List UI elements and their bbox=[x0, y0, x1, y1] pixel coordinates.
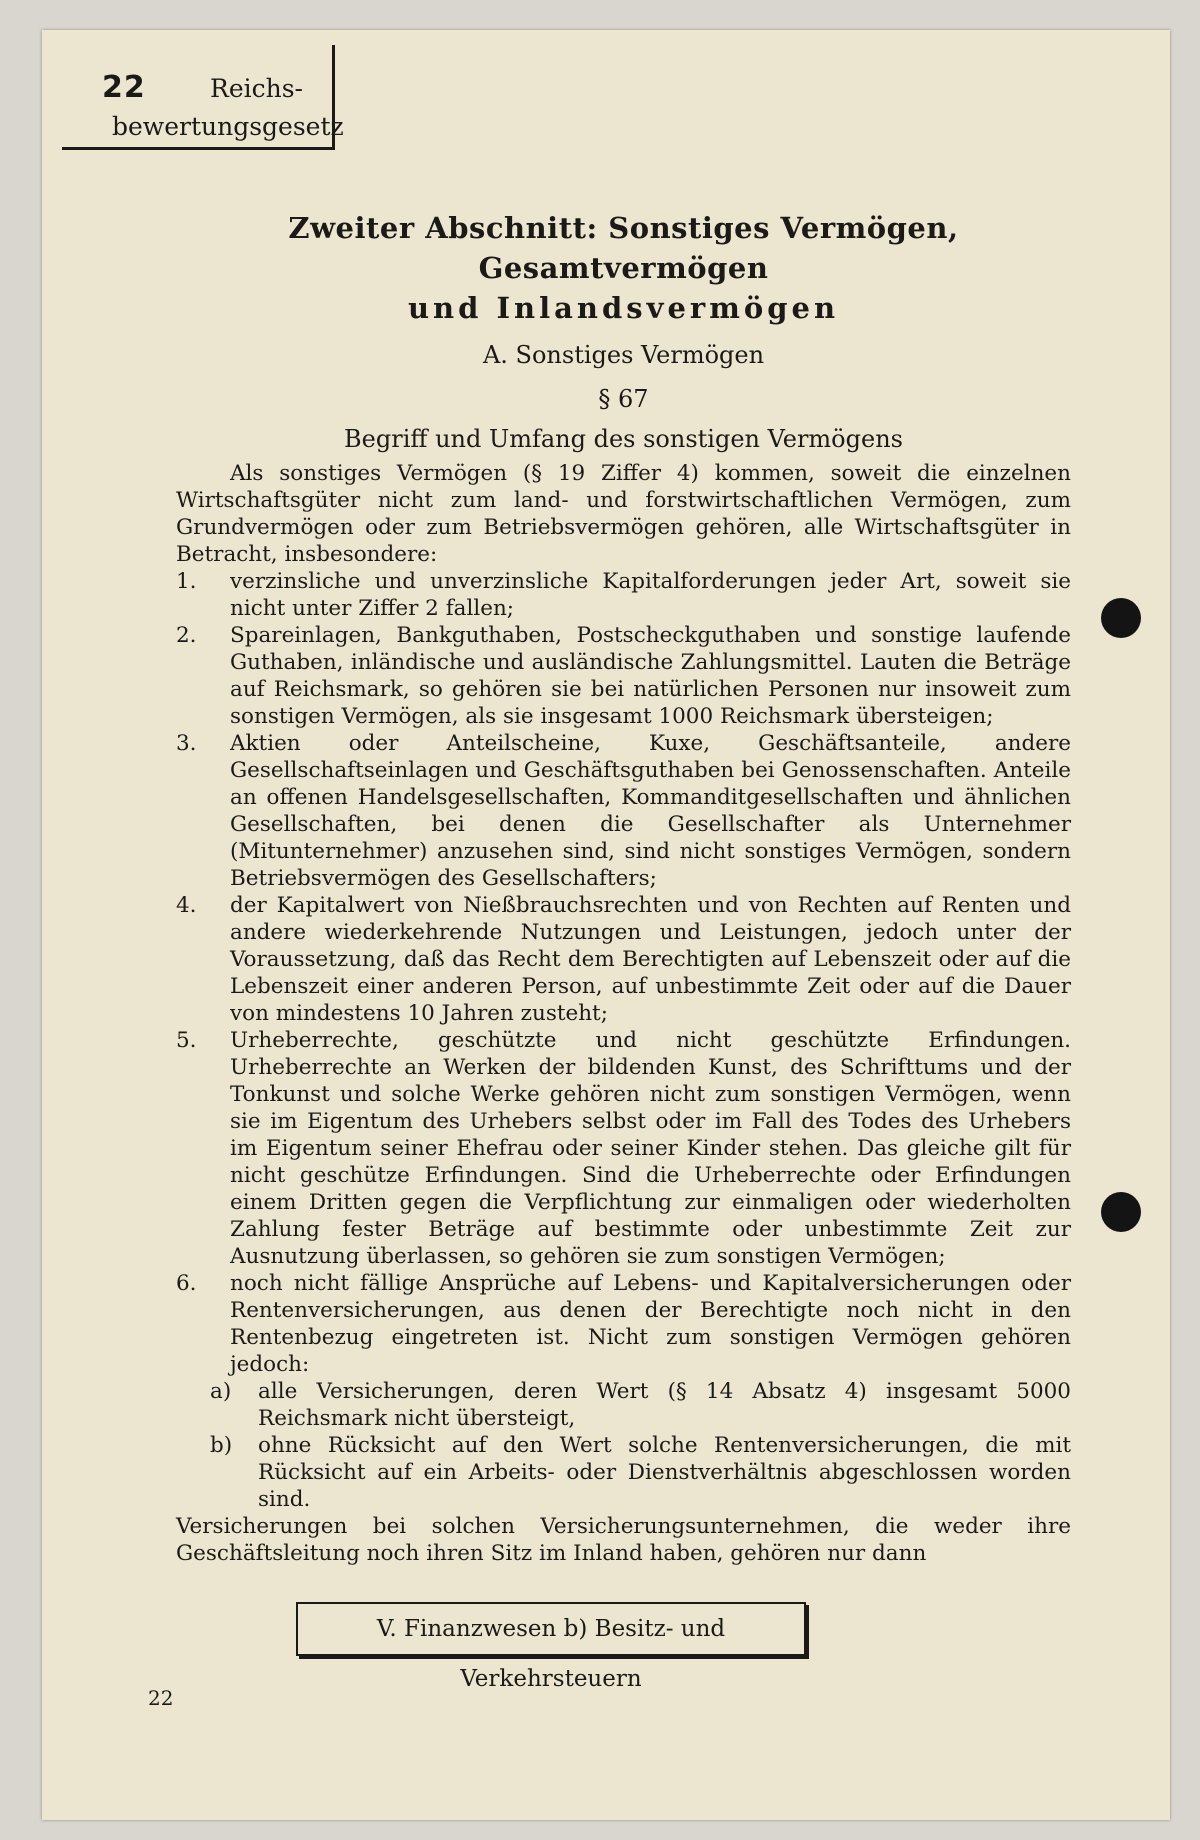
main-text bbox=[176, 208, 1071, 1567]
sub-item-text: alle Versicherungen, deren Wert (§ 14 Absatz 4) insgesamt 5000 Reichsmark nicht übersteigt, bbox=[258, 1379, 1071, 1431]
list-item-number: 6. bbox=[176, 1271, 197, 1296]
item-list bbox=[176, 568, 1071, 1513]
list-item bbox=[176, 730, 1071, 892]
section-title-line2: und Inlandsvermögen bbox=[407, 291, 840, 325]
section-title-line1: Zweiter Abschnitt: Sonstiges Vermögen, Gesamtvermögen bbox=[288, 211, 959, 285]
footer-page-number: 22 bbox=[148, 1686, 174, 1710]
page-header-box bbox=[62, 45, 344, 150]
section-title bbox=[176, 208, 1071, 328]
punch-hole-icon bbox=[1101, 1192, 1141, 1232]
paragraph-number: § 67 bbox=[598, 385, 649, 413]
list-item bbox=[176, 622, 1071, 730]
sub-item-letter: b) bbox=[210, 1433, 233, 1458]
list-item bbox=[176, 568, 1071, 622]
header-page-number: 22 bbox=[102, 70, 146, 105]
list-item-number: 3. bbox=[176, 731, 197, 756]
list-item-text: Aktien oder Anteilscheine, Kuxe, Geschäftsanteile, andere Gesellschaftseinlagen und Geschäftsguthaben bei Genossenschaften. Anteile an offenen Handelsgesellschaften, Kommanditgesellschaften und ähnlichen Gesellschaften, bei denen die Gesellschafter als Unternehmer (Mitunternehmer) anzusehen sind, sind nicht sonstiges Vermögen, sondern Betriebsvermögen des Gesellschafters; bbox=[230, 731, 1071, 891]
header-title-line1: Reichs- bbox=[210, 74, 303, 103]
list-item bbox=[176, 892, 1071, 1027]
list-item-text: Urheberrechte, geschützte und nicht geschützte Erfindungen. Urheberrechte an Werken der bildenden Kunst, des Schrifttums und der Tonkunst und solche Werke gehören nicht zum sonstigen Vermögen, wenn sie im Eigentum des Urhebers selbst oder im Fall des Todes des Urhebers im Eigentum seiner Ehefrau oder seiner Kinder stehen. Das gleiche gilt für nicht geschütze Erfindungen. Sind die Urheberrechte oder Erfindungen einem Dritten gegen die Verpflichtung zur einmaligen oder wiederholten Zahlung fester Beträge auf bestimmte oder unbestimmte Zeit zur Ausnutzung überlassen, so gehören sie zum sonstigen Vermögen; bbox=[230, 1028, 1071, 1269]
sub-item bbox=[176, 1432, 1071, 1513]
intro-paragraph: Als sonstiges Vermögen (§ 19 Ziffer 4) kommen, soweit die einzelnen Wirtschaftsgüter nicht zum land- und forstwirtschaftlichen Vermögen, zum Grundvermögen oder zum Betriebsvermögen gehören, alle Wirtschaftsgüter in Betracht, insbesondere: bbox=[176, 461, 1071, 567]
list-item-number: 1. bbox=[176, 569, 197, 594]
list-item bbox=[176, 1027, 1071, 1270]
header-title-line2: bewertungsgesetz bbox=[112, 112, 344, 141]
list-item-number: 5. bbox=[176, 1028, 197, 1053]
list-item-number: 4. bbox=[176, 893, 197, 918]
document-page bbox=[42, 30, 1170, 1820]
sub-item-letter: a) bbox=[210, 1379, 232, 1404]
list-item-text: noch nicht fällige Ansprüche auf Lebens- und Kapitalversicherungen oder Rentenversicherungen, aus denen der Berechtigte noch nicht in den Rentenbezug eingetreten ist. Nicht zum sonstigen Vermögen gehören jedoch: bbox=[230, 1271, 1071, 1377]
list-item bbox=[176, 1270, 1071, 1378]
list-item-text: der Kapitalwert von Nießbrauchsrechten und von Rechten auf Renten und andere wiederkehrende Nutzungen und Leistungen, jedoch unter der Voraussetzung, daß das Recht dem Berechtigten auf Lebenszeit oder auf die Lebenszeit einer anderen Person, auf unbestimmte Zeit oder auf die Dauer von mindestens 10 Jahren zusteht; bbox=[230, 893, 1071, 1026]
list-item-text: Spareinlagen, Bankguthaben, Postscheckguthaben und sonstige laufende Guthaben, inländische und ausländische Zahlungsmittel. Lauten die Beträge auf Reichsmark, so gehören sie bei natürlichen Personen nur insoweit zum sonstigen Vermögen, als sie insgesamt 1000 Reichsmark übersteigen; bbox=[230, 623, 1071, 729]
section-subtitle: A. Sonstiges Vermögen bbox=[482, 341, 765, 369]
list-item-text: verzinsliche und unverzinsliche Kapitalforderungen jeder Art, soweit sie nicht unter Ziffer 2 fallen; bbox=[230, 569, 1071, 621]
list-item-number: 2. bbox=[176, 623, 197, 648]
closing-paragraph: Versicherungen bei solchen Versicherungsunternehmen, die weder ihre Geschäftsleitung noch ihren Sitz im Inland haben, gehören nur dann bbox=[176, 1514, 1071, 1566]
punch-hole-icon bbox=[1101, 598, 1141, 638]
paragraph-title: Begriff und Umfang des sonstigen Vermögens bbox=[344, 425, 903, 453]
footer-category-box: V. Finanzwesen b) Besitz- und Verkehrsteuern bbox=[296, 1602, 806, 1656]
sub-item bbox=[176, 1378, 1071, 1432]
sub-item-text: ohne Rücksicht auf den Wert solche Rentenversicherungen, die mit Rücksicht auf ein Arbeits- oder Dienstverhältnis abgeschlossen worden sind. bbox=[258, 1433, 1071, 1512]
